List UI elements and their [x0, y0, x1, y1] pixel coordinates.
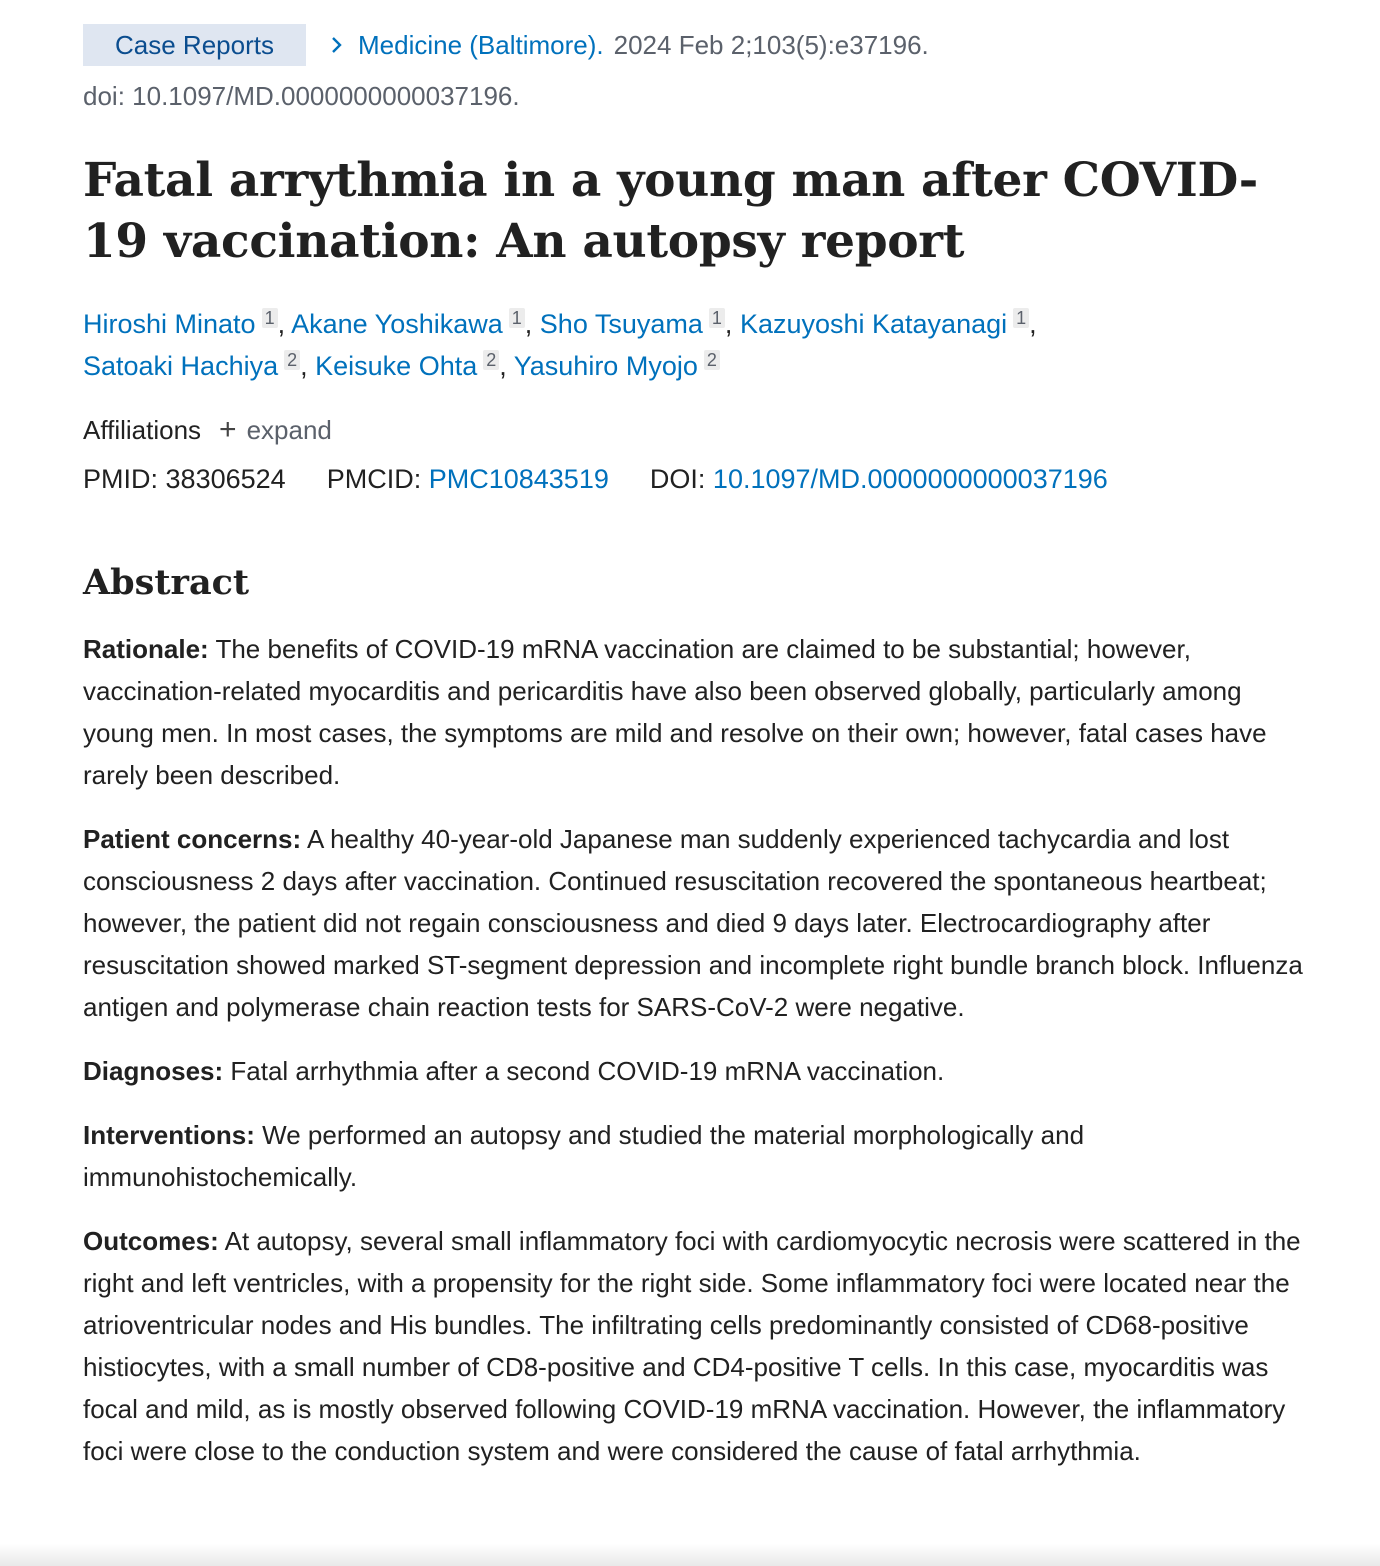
affiliations-expand-button[interactable]: [219, 410, 332, 450]
chevron-right-icon: [328, 33, 346, 57]
affiliations-label: Affiliations: [83, 415, 202, 445]
citation-row: [83, 24, 929, 66]
section-label: Outcomes:: [83, 1226, 219, 1256]
affiliation-number[interactable]: 1: [1013, 308, 1029, 328]
section-label: Diagnoses:: [83, 1056, 224, 1086]
author-link[interactable]: Yasuhiro Myojo: [513, 351, 698, 381]
doi-line: doi: 10.1097/MD.0000000000037196.: [83, 81, 520, 111]
author-item: [83, 351, 300, 381]
bottom-fade: [0, 1544, 1380, 1566]
author-link[interactable]: Satoaki Hachiya: [83, 351, 279, 381]
abstract-section-diagnoses: [83, 1050, 1308, 1092]
section-text: We performed an autopsy and studied the material morphologically and immunohistochemically.: [83, 1120, 1085, 1192]
section-text: A healthy 40-year-old Japanese man suddenly experienced tachycardia and lost consciousness 2 days after vaccination. Continued resuscitation recovered the spontaneous heartbeat; however, the patient did not regain consciousness and died 9 days later. Electrocardiography after resuscitation showed marked ST-segment depression and incomplete right bundle branch block. Influenza antigen and polymerase chain reaction tests for SARS-CoV-2 were negative.: [83, 824, 1303, 1022]
section-text: The benefits of COVID-19 mRNA vaccination are claimed to be substantial; however, vaccination-related myocarditis and pericarditis have also been observed globally, particularly among young men. In most cases, the symptoms are mild and resolve on their own; however, fatal cases have rarely been described.: [83, 634, 1267, 790]
section-label: Patient concerns:: [83, 824, 302, 854]
section-label: Interventions:: [83, 1120, 255, 1150]
abstract-section-interventions: [83, 1114, 1308, 1198]
author-item: [514, 351, 720, 381]
author-link[interactable]: Kazuyoshi Katayanagi: [739, 309, 1008, 339]
doi-link[interactable]: 10.1097/MD.0000000000037196: [712, 464, 1108, 494]
pmid-label: PMID:: [83, 464, 159, 494]
identifiers-row: [83, 459, 1108, 499]
author-item: [540, 309, 725, 339]
section-text: Fatal arrhythmia after a second COVID-19 mRNA vaccination.: [230, 1056, 945, 1086]
affiliation-number[interactable]: 1: [262, 308, 278, 328]
pmcid-label: PMCID:: [326, 464, 422, 494]
affiliation-number[interactable]: 1: [709, 308, 725, 328]
author-link[interactable]: Keisuke Ohta: [315, 351, 478, 381]
pmid-value: 38306524: [165, 464, 286, 494]
article-title: Fatal arrythmia in a young man after COVID-19 vaccination: An autopsy report: [83, 153, 1258, 269]
affiliation-number[interactable]: 2: [284, 350, 300, 370]
abstract-heading: Abstract: [83, 562, 250, 603]
affiliation-number[interactable]: 1: [509, 308, 525, 328]
abstract-section-patient-concerns: [83, 818, 1308, 1028]
author-item: [315, 351, 499, 381]
expand-label: expand: [246, 415, 332, 445]
abstract-section-outcomes: [83, 1220, 1308, 1472]
abstract-body: [83, 628, 1308, 1494]
author-list: Hiroshi Minato 1 , Akane Yoshikawa 1 , Sho Tsuyama 1 , Kazuyoshi Katayanagi 1 , Satoaki Hachiya 2 , Keisuke Ohta 2 , Yasuhiro Myojo 2: [83, 308, 1037, 381]
author-link[interactable]: Akane Yoshikawa: [291, 309, 503, 339]
author-item: [740, 309, 1029, 339]
plus-icon: +: [219, 413, 237, 446]
section-label: Rationale:: [83, 634, 209, 664]
affiliation-number[interactable]: 2: [704, 350, 720, 370]
author-link[interactable]: Hiroshi Minato: [83, 309, 256, 339]
abstract-section-rationale: [83, 628, 1308, 796]
pmcid-link[interactable]: PMC10843519: [428, 464, 609, 494]
author-link[interactable]: Sho Tsuyama: [539, 309, 703, 339]
affiliation-number[interactable]: 2: [483, 350, 499, 370]
journal-link[interactable]: Medicine (Baltimore).: [358, 29, 604, 60]
section-text: At autopsy, several small inflammatory foci with cardiomyocytic necrosis were scattered in the right and left ventricles, with a propensity for the right side. Some inflammatory foci were located near the atrioventricular nodes and His bundles. The infiltrating cells predominantly consisted of CD68-positive histiocytes, with a small number of CD8-positive and CD4-positive T cells. In this case, myocarditis was focal and mild, as is mostly observed following COVID-19 mRNA vaccination. However, the inflammatory foci were close to the conduction system and were considered the cause of fatal arrhythmia.: [83, 1226, 1301, 1466]
citation-info: 2024 Feb 2;103(5):e37196.: [613, 29, 929, 60]
publication-type-badge[interactable]: Case Reports: [83, 24, 306, 66]
affiliations-toggle-row: [83, 410, 332, 450]
author-item: [83, 309, 278, 339]
author-item: [291, 309, 525, 339]
doi-label: DOI:: [649, 464, 706, 494]
